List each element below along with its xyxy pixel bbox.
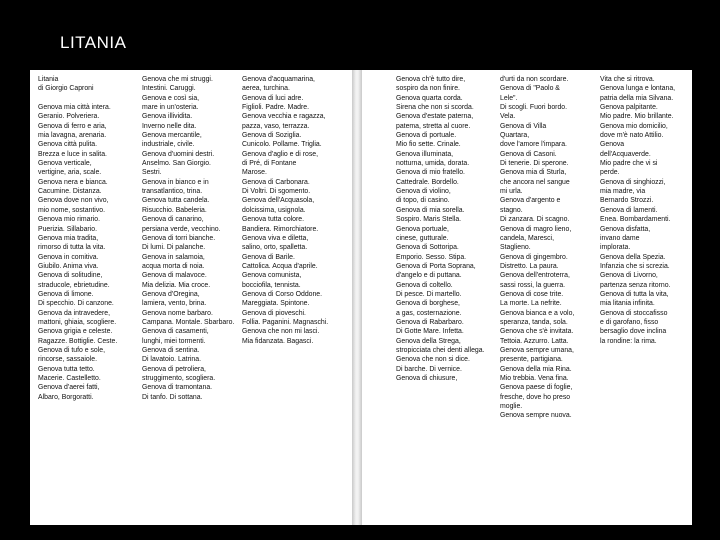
poem-line: Genova di stoccafisso (600, 309, 668, 317)
poem-line: Genova di Livorno, (600, 272, 658, 280)
poem-line: Genova di Rabarbaro. (396, 318, 464, 326)
poem-line: Genova di coltello. (396, 281, 453, 289)
poem-line: d'urti da non scordare. (500, 76, 569, 83)
left-page-column-2 (142, 75, 238, 521)
poem-line: di Giorgio Caproni (38, 85, 94, 93)
poem-line: perde. (600, 169, 620, 177)
poem-line: mia litania infinita. (600, 300, 655, 308)
poem-line: Sestri. (142, 169, 162, 177)
poem-line: Genova di casamenti, (142, 328, 209, 336)
poem-line: Genova dove non vivo, (38, 197, 109, 205)
poem-line: mattoni, ghiaia, scogliere. (38, 318, 117, 326)
poem-line: Genova di cose trite. (500, 290, 564, 298)
poem-line: Di barche. Di vernice. (396, 365, 462, 373)
poem-line: Genova di tutta la vita, (600, 290, 669, 298)
poem-line: Di lumi. Di palanche. (142, 244, 206, 252)
poem-line: Genova bianca e a volo, (500, 309, 575, 317)
poem-line: cinese, gutturale. (396, 234, 449, 242)
poem-line: Genova d'aglio e di rose, (242, 150, 319, 158)
poem-line: bersaglio dove inclina (600, 328, 667, 336)
poem-line: Genova della mia Rina. (500, 365, 572, 373)
poem-line: persiana verde, vecchino. (142, 225, 221, 233)
poem-line: pazza, vaso, terrazza. (242, 122, 310, 130)
poem-line: Lele". (500, 94, 518, 102)
poem-line: mia madre, via (600, 188, 646, 196)
poem-line: Genova di limone. (38, 290, 94, 298)
poem-line: presente, partigiana. (500, 356, 563, 364)
poem-line: Genova di Casoni. (500, 150, 557, 158)
poem-line: moglie. (500, 403, 523, 411)
poem-line: Enea. Bombardamenti. (600, 216, 671, 224)
poem-line: Genova di luci adre. (242, 94, 304, 102)
poem-line: Quartara, (500, 132, 530, 140)
poem-line: Genova che s'è invitata. (500, 328, 574, 336)
poem-line: Genova di gingembro. (500, 253, 568, 261)
poem-line: Genova di canarino, (142, 216, 204, 224)
poem-line: Vita che si ritrova. (600, 76, 655, 83)
poem-line: speranza, tanda, sola. (500, 318, 568, 326)
poem-line: Di tenerie. Di sperone. (500, 160, 569, 168)
poem-line: Cattolica. Acqua d'aprile. (242, 262, 318, 270)
poem-line: Genova che non si dice. (396, 356, 470, 364)
poem-line: Genova di pioveschi. (242, 309, 306, 317)
poem-line: Tettoia. Azzurro. Latta. (500, 337, 569, 345)
poem-line: Genova d'aerei fatti, (38, 384, 100, 392)
poem-line: Brezza e luce in salita. (38, 150, 107, 158)
poem-line: implorata. (600, 244, 631, 252)
poem-line: Genova di Barile. (242, 253, 295, 261)
poem-line: struggimento, scogliera. (142, 375, 216, 382)
right-page-column-2 (500, 75, 596, 521)
poem-line: Mareggiata. Spintone. (242, 300, 310, 308)
poem-line: stagno. (500, 206, 523, 214)
poem-line: Di scogli. Fuori bordo. (500, 104, 568, 112)
poem-line: Mia delizia. Mia croce. (142, 281, 211, 289)
poem-line: Genova in comitiva. (38, 253, 99, 261)
poem-line: Di Gotte Mare. Infetta. (396, 328, 464, 336)
poem-line: Geranio. Polveriera. (38, 113, 100, 121)
poem-line: Genova mia città intera. (38, 104, 111, 112)
poem-line: Genova d'Oregina, (142, 290, 200, 298)
poem-line: Risucchio. Babeleria. (142, 206, 207, 214)
poem-line: dove l'amore l'impara. (500, 141, 567, 149)
poem-line: Genova da intravedere, (38, 309, 111, 317)
poem-line: di Pré, di Fontane (242, 160, 297, 168)
right-page-column-3 (600, 75, 688, 521)
poem-line: Genova ch'è tutto dire, (396, 76, 466, 83)
poem-line: Genova di magro lieno, (500, 225, 572, 233)
poem-line: Sirena che non si scorda. (396, 104, 474, 112)
poem-line: Genova verticale, (38, 160, 92, 168)
poem-line: Genova della Spezia. (600, 253, 666, 261)
poem-line: Genova in bianco e in (142, 178, 209, 186)
poem-line: Mia fidanzata. Bagasci. (242, 337, 314, 345)
poem-line: Di Voltri. Di sgomento. (242, 188, 311, 196)
poem-line: Genova quarta corda. (396, 94, 463, 102)
poem-line: Genova tutta tetto. (38, 365, 95, 373)
poem-line: Genova di chiusure, (396, 375, 458, 382)
poem-line: La morte. La nefrite. (500, 300, 562, 308)
poem-line (38, 94, 138, 103)
poem-line: Genova illividita. (142, 113, 193, 121)
poem-line: Genova viva e diletta, (242, 234, 309, 242)
poem-line: Genova vecchia e ragazza, (242, 113, 326, 121)
poem-line: Genova di Carbonara. (242, 178, 310, 186)
poem-line: Mio fio sette. Crinale. (396, 141, 461, 149)
poem-line: Genova città pulita. (38, 141, 97, 149)
poem-line: Genova di sentina. (142, 346, 200, 354)
poem-line: fresche, dove ho preso (500, 393, 571, 401)
left-book-page (30, 70, 352, 525)
poem-line: Genova di ferro e aria, (38, 122, 107, 130)
poem-line: Figlioli. Padre. Madre. (242, 104, 310, 112)
poem-line: Genova lunga e lontana, (600, 85, 676, 93)
poem-line: Bandiera. Rimorchiatore. (242, 225, 319, 233)
poem-line: Mio padre che vi si (600, 160, 658, 168)
poem-line: Genova di solitudine, (38, 272, 103, 280)
poem-line: Genova mercantile, (142, 132, 202, 140)
poem-line: Genova di mio fratello. (396, 169, 465, 177)
poem-line: Macerie. Castelletto. (38, 375, 101, 382)
poem-line: mi urla. (500, 188, 523, 196)
poem-line: Genova di Corso Oddone. (242, 290, 323, 298)
poem-line: Puerizia. Sillabario. (38, 225, 97, 233)
poem-line: Genova sempre umana, (500, 346, 574, 354)
poem-line: e di garofano, fisso (600, 318, 659, 326)
poem-line: Di tanfo. Di sottana. (142, 393, 203, 401)
poem-line: Genova di mia sorella. (396, 206, 465, 214)
poem-line: stropicciata chei denti allega. (396, 346, 485, 354)
poem-line: Genova mio rimario. (38, 216, 101, 224)
poem-line: Genova di malavoce. (142, 272, 207, 280)
poem-line: Genova di Porta Soprana, (396, 262, 476, 270)
poem-line: candela, Maresci, (500, 234, 555, 242)
poem-line: Genova di Soziglia. (242, 132, 302, 140)
poem-line: straducole, ebrietudine. (38, 281, 110, 289)
poem-line: Anselmo. San Giorgio. (142, 160, 211, 168)
poem-line: Staglieno. (500, 244, 531, 252)
poem-line: dolcissima, usignola. (242, 206, 306, 214)
poem-line: che ancora nel sangue (500, 178, 570, 186)
poem-line: Infanzia che si screzia. (600, 262, 670, 270)
poem-line: Giubilo. Anima viva. (38, 262, 99, 270)
poem-line: mare in un'osteria. (142, 104, 199, 112)
poem-line: Genova comunista, (242, 272, 302, 280)
poem-line: Genova d'acquamarina, (242, 76, 315, 83)
poem-line: Genova mia di Sturla, (500, 169, 567, 177)
left-page-column-3 (242, 75, 346, 521)
poem-line: Genova dell'entroterra, (500, 272, 570, 280)
poem-line: Genova sempre nuova. (500, 412, 572, 420)
poem-line: patema, stretta al cuore. (396, 122, 471, 130)
poem-line: Genova di lamenti. (600, 206, 658, 214)
poem-line: la rondine: la rima. (600, 337, 657, 345)
poem-line: Genova portuale, (396, 225, 449, 233)
poem-line: Genova palpitante. (600, 104, 658, 112)
poem-line: Marose. (242, 169, 267, 177)
poem-line: mio nome, sostantivo. (38, 206, 106, 214)
poem-line: Genova in salamoia, (142, 253, 205, 261)
poem-line: Genova tutta candela. (142, 197, 210, 205)
poem-line: Intestini. Caruggi. (142, 85, 196, 93)
right-book-page (362, 70, 692, 525)
poem-line: Cacumine. Distanza. (38, 188, 102, 196)
poem-line: Genova di tramontana. (142, 384, 213, 392)
poem-line: a gas, costernazione. (396, 309, 462, 317)
poem-line: patria della mia Silvana. (600, 94, 674, 102)
poem-line: Emporio. Sesso. Stipa. (396, 253, 467, 261)
poem-line: Inverno nelle dita. (142, 122, 197, 130)
poem-line: Genova mia tradita, (38, 234, 99, 242)
poem-line: Genova di portuale. (396, 132, 457, 140)
poem-line: rincorse, sassaiole. (38, 356, 97, 364)
poem-line: rimorso di tutta la vita. (38, 244, 106, 252)
poem-line: Genova tutta colore. (242, 216, 305, 224)
poem-line: acqua morta di noia. (142, 262, 205, 270)
poem-line: Di pesce. Di martello. (396, 290, 462, 298)
book-gutter (352, 70, 362, 525)
poem-line: bocciofila, tennista. (242, 281, 301, 289)
poem-line: Genova che mi struggi. (142, 76, 213, 83)
poem-line: industriale, civile. (142, 141, 195, 149)
poem-line: Genova disfatta, (600, 225, 651, 233)
poem-line: Genova che non mi lasci. (242, 328, 320, 336)
poem-line: Genova di Sottoripa. (396, 244, 459, 252)
poem-line: Genova nera e bianca. (38, 178, 108, 186)
poem-line: Genova di Villa (500, 122, 547, 130)
poem-line: Campana. Montale. Sbarbaro. (142, 318, 235, 326)
poem-line: Genova e così sia, (142, 94, 200, 102)
poem-line: Albaro, Borgoratti. (38, 393, 94, 401)
poem-line: Cunicolo. Pollame. Triglia. (242, 141, 322, 149)
poem-line: Di lavatoio. Latrina. (142, 356, 201, 364)
poem-line: invano dame (600, 234, 640, 242)
poem-line: Vela. (500, 113, 516, 121)
poem-line: Genova mio domicilio, (600, 122, 668, 130)
poem-line: partenza senza ritorno. (600, 281, 671, 289)
poem-line: Genova di borghese, (396, 300, 460, 308)
poem-line: Bernardo Strozzi. (600, 197, 654, 205)
right-page-column-1 (396, 75, 496, 521)
poem-line: Cattedrale. Bordello. (396, 178, 459, 186)
poem-line: sospiro da non finire. (396, 85, 460, 93)
poem-line: Genova di tufo e sole, (38, 346, 106, 354)
poem-line: Genova (600, 141, 625, 149)
poem-line: dove m'è nato Attilio. (600, 132, 664, 140)
poem-line: aerea, turchina. (242, 85, 290, 93)
poem-line: d'angelo e di puttana. (396, 272, 462, 280)
poem-line: vertigine, aria, scale. (38, 169, 102, 177)
left-page-column-1 (38, 75, 138, 521)
poem-line: Di zanzara. Di scagno. (500, 216, 570, 224)
poem-line: Genova paese di foglie, (500, 384, 573, 392)
poem-line: Sospiro. Maris Stella. (396, 216, 462, 224)
poem-line: lunghi, miei tormenti. (142, 337, 206, 345)
poem-line: Distretto. La paura. (500, 262, 559, 270)
poem-line: Genova d'estate paterna, (396, 113, 474, 121)
poem-line: Genova di violino, (396, 188, 451, 196)
poem-line: Genova illuminata, (396, 150, 454, 158)
poem-line: Follia. Paganini. Magnaschi. (242, 318, 329, 326)
poem-line: salino, orto, spalletta. (242, 244, 308, 252)
poem-line: di topo, di casino. (396, 197, 450, 205)
poem-line: Litania (38, 76, 59, 83)
poem-line: Genova di singhiozzi, (600, 178, 666, 186)
poem-line: Genova di petroliera, (142, 365, 206, 373)
poem-line: Genova dell'Acquasola, (242, 197, 315, 205)
poem-line: Genova nome barbaro. (142, 309, 213, 317)
poem-line: Mio padre. Mio brillante. (600, 113, 674, 121)
poem-line: Di specchio. Di canzone. (38, 300, 114, 308)
poem-line: sassi rossi, la guerra. (500, 281, 566, 289)
poem-line: Genova di "Paolo & (500, 85, 560, 93)
poem-line: notturna, umida, dorata. (396, 160, 470, 168)
poem-line: Genova di torri bianche. (142, 234, 216, 242)
poem-line: Genova d'argento e (500, 197, 561, 205)
slide-title: LITANIA (60, 33, 127, 52)
poem-line: Ragazze. Bottiglie. Ceste. (38, 337, 118, 345)
poem-line: Genova grigia e celeste. (38, 328, 113, 336)
poem-line: transatlantico, trina. (142, 188, 203, 196)
poem-line: Genova della Strega, (396, 337, 461, 345)
poem-line: mia lavagna, arenaria. (38, 132, 107, 140)
poem-line: Mio trebbia. Vena fina. (500, 375, 569, 382)
poem-line: dell'Acquaverde. (600, 150, 651, 158)
poem-line: Genova d'uomini destri. (142, 150, 215, 158)
poem-line: lamiera, vento, brina. (142, 300, 207, 308)
